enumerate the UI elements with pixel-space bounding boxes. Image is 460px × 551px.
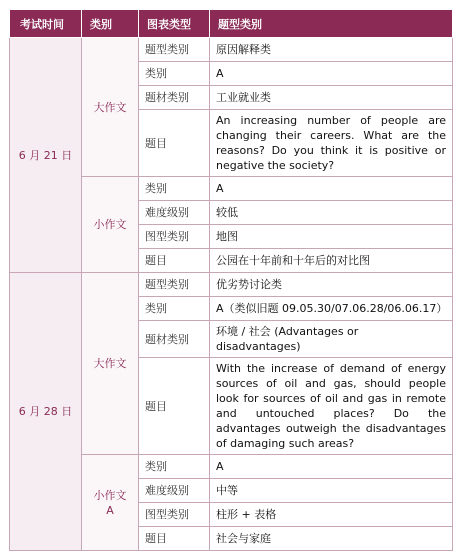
field-label: 题目 [139,527,210,551]
category-cell: 小作文 [82,177,139,273]
field-value: A [210,62,453,86]
table-row [10,273,453,297]
field-value: 柱形 + 表格 [210,503,453,527]
field-label: 类别 [139,177,210,201]
field-label: 难度级别 [139,479,210,503]
field-label: 图型类别 [139,225,210,249]
category-cell: 大作文 [82,273,139,455]
exam-date: 6 月 21 日 [10,38,82,273]
field-value: 地图 [210,225,453,249]
field-value: A [210,455,453,479]
field-value: 环境 / 社会 (Advantages or disadvantages) [210,321,453,358]
question-text: With the increase of demand of energy sources of oil and gas, should people look for sources of oil and gas in remote and untouched places? Do the advantages outweigh the disadvantages of damaging such areas? [210,358,453,455]
header-chart-type: 图表类型 [139,10,210,38]
field-value: 优劣势讨论类 [210,273,453,297]
field-label: 类别 [139,297,210,321]
field-value: 工业就业类 [210,86,453,110]
field-value: 公园在十年前和十年后的对比图 [210,249,453,273]
category-cell: 小作文 A [82,455,139,551]
field-value: A [210,177,453,201]
field-label: 题目 [139,249,210,273]
field-value: 原因解释类 [210,38,453,62]
table-row [10,38,453,62]
header-exam-time: 考试时间 [10,10,82,38]
table-header-row [10,10,453,38]
field-label: 类别 [139,455,210,479]
field-label: 类别 [139,62,210,86]
field-label: 题材类别 [139,86,210,110]
field-value: 较低 [210,201,453,225]
header-category: 类别 [82,10,139,38]
field-label: 题目 [139,110,210,177]
exam-schedule-table [9,9,453,551]
field-label: 图型类别 [139,503,210,527]
field-label: 题型类别 [139,273,210,297]
question-text: An increasing number of people are changing their careers. What are the reasons? Do you think it is positive or negative the society? [210,110,453,177]
field-label: 题目 [139,358,210,455]
field-value: 社会与家庭 [210,527,453,551]
field-value: A（类似旧题 09.05.30/07.06.28/06.06.17） [210,297,453,321]
field-label: 题型类别 [139,38,210,62]
field-label: 难度级别 [139,201,210,225]
exam-table-container [9,9,453,551]
header-question-type: 题型类别 [210,10,453,38]
field-label: 题材类别 [139,321,210,358]
exam-date: 6 月 28 日 [10,273,82,551]
category-cell: 大作文 [82,38,139,177]
field-value: 中等 [210,479,453,503]
